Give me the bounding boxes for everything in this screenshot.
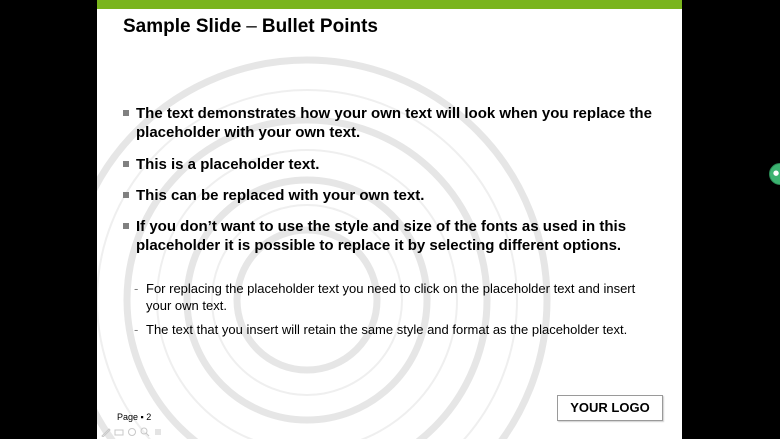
presentation-toolbar bbox=[101, 424, 163, 436]
eraser-icon[interactable] bbox=[114, 424, 124, 434]
title-main: Sample Slide bbox=[123, 16, 242, 37]
slide bbox=[97, 0, 682, 439]
pointer-icon[interactable] bbox=[127, 424, 137, 434]
bullet-text: This can be replaced with your own text. bbox=[136, 187, 425, 204]
bullet-text: If you don’t want to use the style and size of the fonts as used in this placeholder it is possible to replace it by selecting different options. bbox=[136, 218, 627, 254]
sub-bullet-text: The text that you insert will retain the same style and format as the placeholder text. bbox=[146, 322, 628, 337]
pen-icon[interactable] bbox=[101, 424, 111, 434]
sub-bullet-item bbox=[134, 321, 644, 338]
sub-bullet-marker: - bbox=[134, 281, 139, 296]
bullet-marker bbox=[123, 192, 129, 198]
zoom-icon[interactable] bbox=[140, 424, 150, 434]
sub-bullet-marker: - bbox=[134, 322, 139, 337]
bullet-marker bbox=[123, 110, 129, 116]
content-placeholder[interactable] bbox=[97, 0, 682, 439]
sub-bullet-item bbox=[134, 280, 644, 314]
page-number: Page ▪ 2 bbox=[117, 412, 152, 422]
green-circle-icon[interactable]: ● bbox=[769, 163, 780, 185]
bullet-item bbox=[123, 217, 653, 255]
sub-bullet-text: For replacing the placeholder text you need to click on the placeholder text and insert your own text. bbox=[146, 281, 636, 313]
menu-icon[interactable] bbox=[153, 424, 163, 434]
bullet-item bbox=[123, 186, 653, 205]
title-suffix: Bullet Points bbox=[261, 16, 378, 37]
bullet-text: The text demonstrates how your own text will look when you replace the placeholder with your own text. bbox=[136, 105, 652, 141]
bullet-item bbox=[123, 155, 653, 174]
bullet-marker bbox=[123, 161, 129, 167]
logo-placeholder[interactable]: YOUR LOGO bbox=[557, 395, 663, 421]
bullet-item bbox=[123, 104, 653, 142]
bullet-text: This is a placeholder text. bbox=[136, 156, 320, 173]
title-separator: – bbox=[246, 16, 257, 37]
bullet-marker bbox=[123, 223, 129, 229]
